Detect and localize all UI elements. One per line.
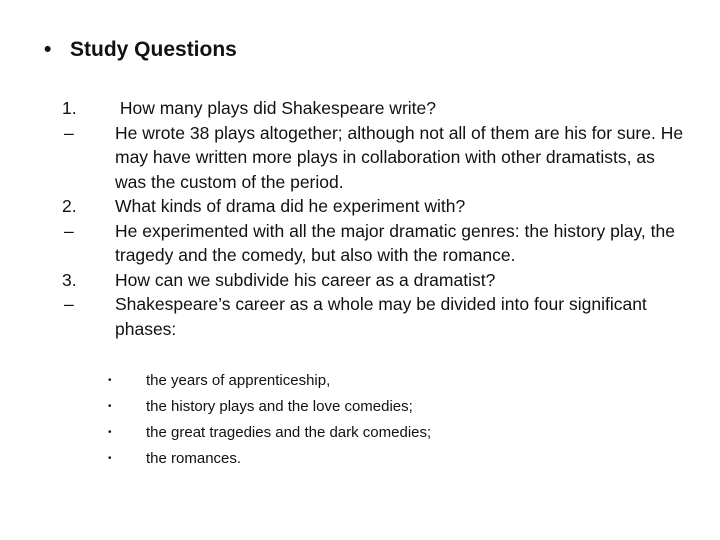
answer-text: He experimented with all the major dramatic genres: the history play, the tragedy and the comedy, but also with the romance. [115, 220, 675, 265]
answer-1 [60, 121, 690, 195]
question-text: What kinds of drama did he experiment with? [115, 196, 466, 216]
question-answer-list [60, 96, 690, 341]
question-number: 3. [62, 269, 77, 290]
phase-bullet: • [108, 453, 112, 464]
phase-item [108, 446, 528, 472]
phase-text: the great tragedies and the dark comedies; [146, 424, 432, 441]
question-number: 2. [62, 196, 77, 216]
question-text: How many plays did Shakespeare write? [115, 98, 436, 118]
answer-2 [60, 219, 690, 268]
question-text: How can we subdivide his career as a dramatist? [115, 269, 496, 290]
phase-bullet: • [108, 401, 112, 412]
answer-dash: – [64, 122, 74, 143]
phase-item [108, 420, 528, 446]
slide-heading [44, 38, 237, 62]
phase-text: the romances. [146, 450, 242, 467]
phase-item [108, 394, 528, 420]
question-1 [60, 96, 690, 121]
question-3 [60, 268, 690, 293]
phase-item [108, 368, 528, 394]
question-2 [60, 194, 690, 219]
answer-text: Shakespeare’s career as a whole may be divided into four significant phases: [115, 294, 647, 339]
phase-bullet: • [108, 427, 112, 438]
answer-dash: – [64, 294, 74, 314]
heading-bullet: • [44, 38, 52, 61]
phases-list [108, 368, 528, 472]
question-number: 1. [62, 98, 77, 118]
phase-text: the years of apprenticeship, [146, 372, 331, 389]
phase-text: the history plays and the love comedies; [146, 398, 413, 415]
answer-3 [60, 292, 690, 341]
phase-bullet: • [108, 375, 112, 386]
answer-text: He wrote 38 plays altogether; although not all of them are his for sure. He may have written more plays in collaboration with other dramatists, as was the custom of the period. [115, 122, 684, 192]
heading-title: Study Questions [70, 38, 237, 61]
answer-dash: – [64, 220, 74, 241]
